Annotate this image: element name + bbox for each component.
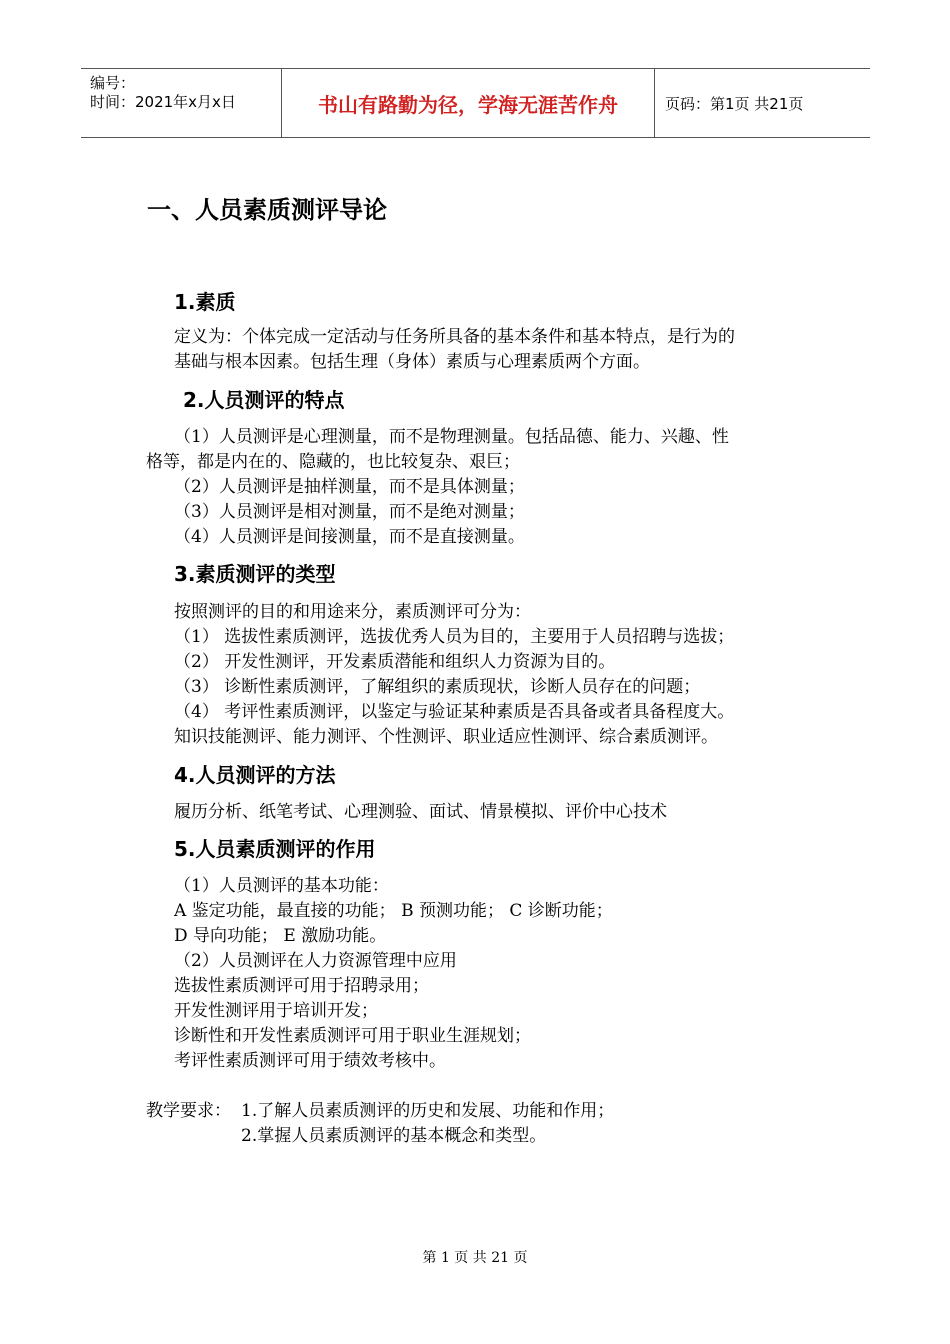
paragraph-line: （1） 选拔性素质测评，选拔优秀人员为目的，主要用于人员招聘与选拔；: [174, 627, 735, 647]
paragraph-line: （2） 开发性测评，开发素质潜能和组织人力资源为目的。: [174, 652, 616, 672]
paragraph-line: 定义为：个体完成一定活动与任务所具备的基本条件和基本特点，是行为的: [174, 327, 735, 347]
paragraph-line: D 导向功能； E 激励功能。: [174, 926, 387, 946]
paragraph-line: 基础与根本因素。包括生理（身体）素质与心理素质两个方面。: [174, 352, 650, 372]
page-header: [81, 68, 870, 138]
paragraph-line: （3）人员测评是相对测量，而不是绝对测量；: [174, 502, 525, 522]
paragraph-line: （4） 考评性素质测评，以鉴定与验证某种素质是否具备或者具备程度大。: [174, 702, 735, 722]
header-page-info: 页码：第1页 共21页: [665, 94, 804, 113]
section-heading-5: 5.人员素质测评的作用: [174, 837, 376, 861]
paragraph-line: （1）人员测评是心理测量，而不是物理测量。包括品德、能力、兴趣、性: [174, 427, 729, 447]
requirement-item: 1.了解人员素质测评的历史和发展、功能和作用；: [241, 1101, 615, 1121]
time-label: 时间：2021年x月x日: [90, 93, 236, 111]
paragraph-line: （2）人员测评在人力资源管理中应用: [174, 951, 457, 971]
number-label: 编号：: [90, 74, 136, 92]
paragraph-line: 考评性素质测评可用于绩效考核中。: [174, 1051, 446, 1071]
paragraph-line: （3） 诊断性素质测评，了解组织的素质现状，诊断人员存在的问题；: [174, 677, 701, 697]
requirement-item: 2.掌握人员素质测评的基本概念和类型。: [241, 1126, 547, 1146]
section-heading-4: 4.人员测评的方法: [174, 763, 336, 787]
requirements-label: 教学要求：: [146, 1101, 231, 1121]
paragraph-line: A 鉴定功能，最直接的功能； B 预测功能； C 诊断功能；: [174, 901, 613, 921]
header-meta: [81, 69, 281, 137]
header-motto: 书山有路勤为径，学海无涯苦作舟: [281, 69, 655, 137]
paragraph-line: （4）人员测评是间接测量，而不是直接测量。: [174, 527, 525, 547]
section-heading-1: 1.素质: [174, 290, 236, 314]
section-heading-2: 2.人员测评的特点: [183, 388, 345, 412]
paragraph-line: （1）人员测评的基本功能：: [174, 876, 389, 896]
page-footer: 第 1 页 共 21 页: [422, 1250, 528, 1266]
paragraph-line: 按照测评的目的和用途来分，素质测评可分为：: [174, 602, 531, 622]
paragraph-line: 开发性测评用于培训开发；: [174, 1001, 378, 1021]
paragraph-line: 诊断性和开发性素质测评可用于职业生涯规划；: [174, 1026, 531, 1046]
paragraph-line: 知识技能测评、能力测评、个性测评、职业适应性测评、综合素质测评。: [174, 727, 718, 747]
paragraph-line: （2）人员测评是抽样测量，而不是具体测量；: [174, 477, 525, 497]
paragraph-line: 履历分析、纸笔考试、心理测验、面试、情景模拟、评价中心技术: [174, 802, 667, 822]
section-heading-3: 3.素质测评的类型: [174, 562, 336, 586]
paragraph-line: 格等，都是内在的、隐藏的，也比较复杂、艰巨；: [146, 452, 520, 472]
paragraph-line: 选拔性素质测评可用于招聘录用；: [174, 976, 429, 996]
page-title: 一、人员素质测评导论: [147, 196, 387, 224]
